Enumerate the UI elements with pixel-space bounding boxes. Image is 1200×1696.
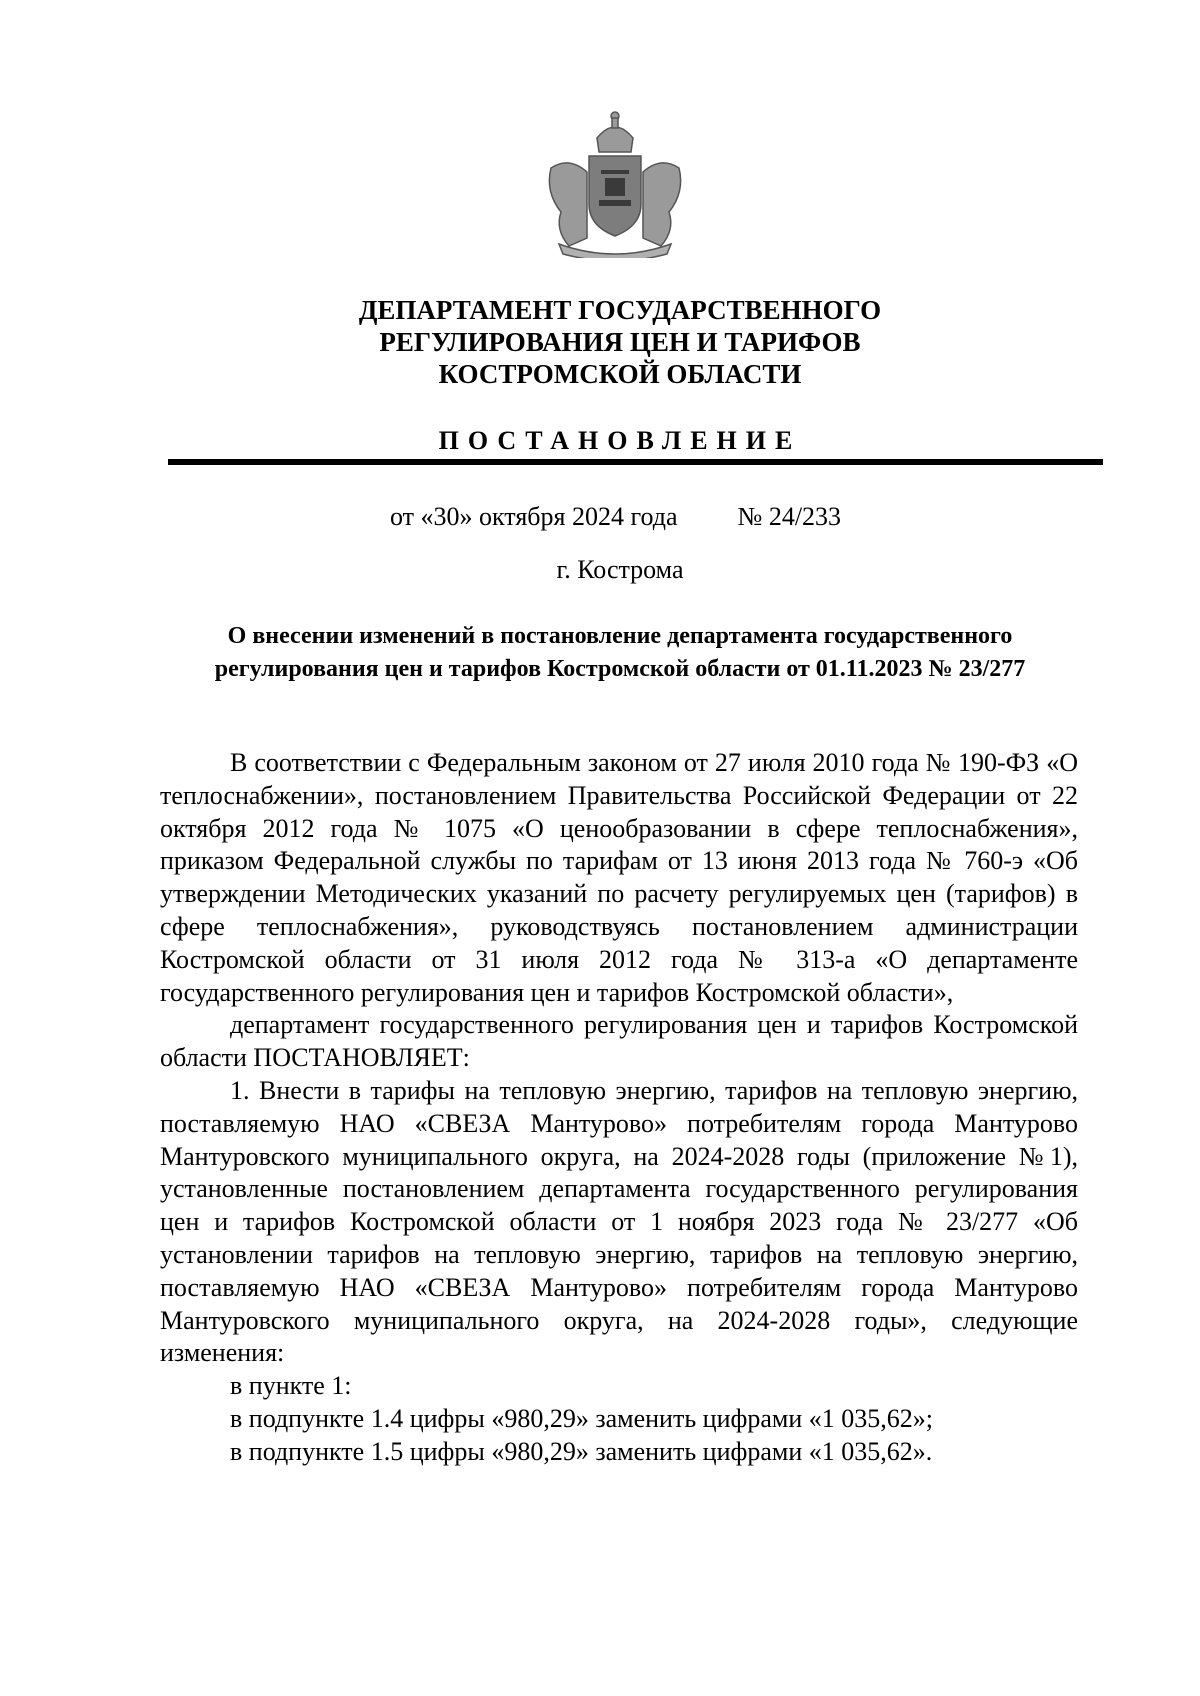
org-name-line-3: КОСТРОМСКОЙ ОБЛАСТИ <box>438 359 802 389</box>
document-number: № 24/233 <box>737 502 842 531</box>
document-date: от «30» октября 2024 года <box>390 502 678 531</box>
body-paragraph-point-1: в пункте 1: <box>230 1371 352 1401</box>
body-paragraph-subpoint-1-4: в подпункте 1.4 цифры «980,29» заменить цифрами «1 035,62»; <box>230 1403 933 1433</box>
body-paragraph-preamble: В соответствии с Федеральным законом от 27 июля 2010 года № 190-ФЗ «О теплоснабжении», постановлением Правительства Российской Федерации от 22 октября 2012 года № 1075 «О ценообразовании в сфере теплоснабжения», приказом Федеральной службы по тарифам от 13 июня 2013 года № 760-э «Об утверждении Методических указаний по расчету регулируемых цен (тарифов) в сфере теплоснабжения», руководствуясь постановлением администрации Костромской области от 31 июля 2012 года № 313-а «О департаменте государственного регулирования цен и тарифов Костромской области», <box>160 748 1078 1007</box>
org-name-line-2: РЕГУЛИРОВАНИЯ ЦЕН И ТАРИФОВ <box>379 327 861 357</box>
body-paragraph-subpoint-1-5: в подпункте 1.5 цифры «980,29» заменить цифрами «1 035,62». <box>230 1436 933 1466</box>
organization-name <box>0 294 1200 390</box>
coat-of-arms-emblem <box>539 108 691 258</box>
body-paragraph-resolves: департамент государственного регулирования цен и тарифов Костромской области ПОСТАНОВЛЯЕТ: <box>160 1010 1078 1073</box>
body-paragraph-item-1: 1. Внести в тарифы на тепловую энергию, тарифов на тепловую энергию, поставляемую НАО «СВЕЗА Мантурово» потребителям города Мантурово Мантуровского муниципального округа, на 2024-2028 годы (приложение №1), установленные постановлением департамента государственного регулирования цен и тарифов Костромской области от 1 ноября 2023 года № 23/277 «Об установлении тарифов на тепловую энергию, тарифов на тепловую энергию, поставляемую НАО «СВЕЗА Мантурово» потребителям города Мантурово Мантуровского муниципального округа, на 2024-2028 годы», следующие изменения: <box>160 1075 1078 1368</box>
org-name-line-1: ДЕПАРТАМЕНТ ГОСУДАРСТВЕННОГО <box>358 295 882 325</box>
document-city: г. Кострома <box>556 555 684 584</box>
title-line-1: О внесении изменений в постановление департамента государственного <box>227 623 1013 649</box>
date-number-line <box>390 502 841 532</box>
document-type: ПОСТАНОВЛЕНИЕ <box>438 426 802 455</box>
header-divider <box>168 459 1103 465</box>
document-title <box>150 620 1090 686</box>
document-body <box>160 747 1078 1469</box>
title-line-2: регулирования цен и тарифов Костромской области от 01.11.2023 № 23/277 <box>214 656 1026 682</box>
